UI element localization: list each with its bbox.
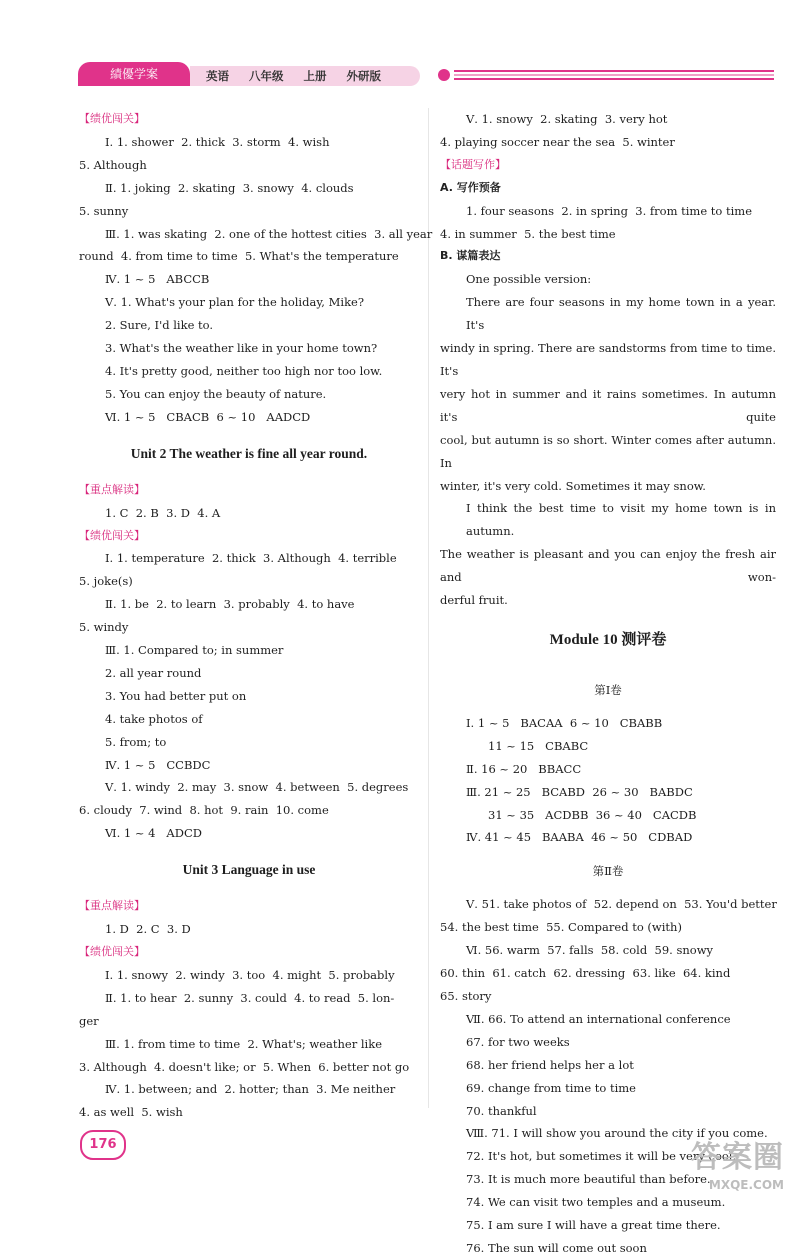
section-tag: 【重点解读】: [79, 899, 145, 913]
answer-line: 69. change from time to time: [466, 1080, 636, 1095]
answer-line: 2. Sure, I'd like to.: [105, 318, 214, 333]
answer-line: 72. It's hot, but sometimes it will be very cool.: [466, 1149, 737, 1164]
answer-line: 5. from; to: [105, 734, 167, 749]
answer-line: 5. joke(s): [79, 574, 133, 589]
answer-line: Ⅳ. 1. between; and 2. hotter; than 3. Me neither: [105, 1082, 396, 1097]
answer-line: Ⅶ. 66. To attend an international conference: [466, 1011, 731, 1026]
answer-line: 6. cloudy 7. wind 8. hot 9. rain 10. come: [79, 803, 329, 818]
answer-line: Ⅲ. 1. was skating 2. one of the hottest cities 3. all year: [105, 226, 433, 241]
answer-line: Ⅱ. 1. to hear 2. sunny 3. could 4. to read 5. lon-: [105, 990, 395, 1005]
answer-line: 5. windy: [79, 620, 129, 635]
essay-line: There are four seasons in my home town in a year. It's: [466, 295, 776, 333]
answer-line: round 4. from time to time 5. What's the temperature: [79, 249, 399, 264]
answer-line: Ⅵ. 1 ~ 4 ADCD: [105, 826, 202, 841]
answer-line: Ⅰ. 1 ~ 5 BACAA 6 ~ 10 CBABB: [466, 715, 663, 730]
series-tab: 績優学案: [78, 62, 190, 86]
edition-label: 外研版: [346, 69, 382, 83]
section-tag: 【话题写作】: [440, 157, 506, 171]
answer-line: Ⅵ. 56. warm 57. falls 58. cold 59. snowy: [466, 943, 714, 958]
answer-line: Ⅳ. 41 ~ 45 BAABA 46 ~ 50 CDBAD: [466, 830, 693, 845]
subject-label: 英语: [206, 69, 229, 83]
answer-line: 3. What's the weather like in your home town?: [105, 341, 378, 356]
section-tag: 【绩优闯关】: [79, 112, 145, 125]
volume-label: 上册: [303, 69, 327, 83]
answer-line: 68. her friend helps her a lot: [466, 1057, 634, 1072]
answer-line: 2. all year round: [105, 665, 202, 680]
answer-line: Ⅴ. 1. What's your plan for the holiday, Mike?: [105, 295, 365, 310]
answer-line: Ⅵ. 1 ~ 5 CBACB 6 ~ 10 AADCD: [105, 409, 311, 424]
essay-line: The weather is pleasant and you can enjoy the fresh air and won-: [440, 547, 776, 585]
essay-line: cool, but autumn is so short. Winter comes after autumn. In: [440, 432, 776, 470]
answer-line: Ⅷ. 71. I will show you around the city if you come.: [466, 1126, 768, 1141]
essay-line: I think the best time to visit my home town is in autumn.: [466, 501, 776, 539]
header-dot-icon: [438, 69, 450, 81]
answer-line: 73. It is much more beautiful than before.: [466, 1172, 711, 1187]
answer-line: 54. the best time 55. Compared to (with): [440, 920, 682, 935]
answer-line: 70. thankful: [466, 1103, 537, 1118]
watermark-logo: [634, 1132, 784, 1192]
essay-line: winter, it's very cold. Sometimes it may snow.: [440, 478, 706, 493]
answer-line: 4. It's pretty good, neither too high nor too low.: [105, 363, 383, 378]
answer-line: 4. playing soccer near the sea 5. winter: [440, 134, 675, 149]
answer-line: 4. take photos of: [105, 711, 203, 726]
answer-line: 3. Although 4. doesn't like; or 5. When 6. better not go: [79, 1059, 410, 1074]
answer-line: 60. thin 61. catch 62. dressing 63. like 64. kind: [440, 966, 731, 981]
answer-line: 5. Although: [79, 157, 147, 172]
answer-line: 3. You had better put on: [105, 688, 247, 703]
book-info: [190, 66, 420, 86]
answer-line: Ⅲ. 1. Compared to; in summer: [105, 643, 284, 658]
answer-line: Ⅳ. 1 ~ 5 ABCCB: [105, 272, 210, 287]
essay-intro: One possible version:: [466, 272, 592, 287]
essay-line: windy in spring. There are sandstorms from time to time. It's: [440, 341, 776, 378]
page-header: [78, 62, 778, 88]
answer-line: Ⅰ. 1. shower 2. thick 3. storm 4. wish: [105, 134, 330, 149]
answer-line: 5. sunny: [79, 203, 129, 218]
section-tag: 【绩优闯关】: [79, 528, 145, 542]
part-1-heading: 第Ⅰ卷: [594, 682, 622, 697]
answer-line: 1. C 2. B 3. D 4. A: [105, 505, 221, 520]
page-number: 176: [80, 1130, 126, 1160]
answer-line: Ⅴ. 1. snowy 2. skating 3. very hot: [466, 112, 668, 126]
right-column: [440, 108, 776, 1260]
column-divider: [428, 108, 429, 1108]
answer-line: 76. The sun will come out soon: [466, 1240, 647, 1255]
section-tag: 【重点解读】: [79, 482, 145, 496]
answer-line: Ⅰ. 1. temperature 2. thick 3. Although 4. terrible: [105, 551, 397, 566]
module-heading: Module 10 测评卷: [549, 631, 667, 648]
essay-line: derful fruit.: [440, 593, 508, 608]
answer-line: Ⅱ. 16 ~ 20 BBACC: [466, 761, 582, 776]
answer-line: 65. story: [440, 989, 492, 1003]
section-tag: 【绩优闯关】: [79, 945, 145, 958]
grade-label: 八年级: [249, 69, 284, 83]
answer-line: 11 ~ 15 CBABC: [488, 738, 589, 753]
answer-line: 31 ~ 35 ACDBB 36 ~ 40 CACDB: [488, 807, 697, 822]
left-column: [79, 108, 433, 1124]
answer-line: Ⅲ. 1. from time to time 2. What's; weather like: [105, 1036, 382, 1051]
header-rule: [454, 70, 774, 82]
answer-line: 1. four seasons 2. in spring 3. from time to time: [466, 203, 753, 218]
answer-line: Ⅱ. 1. joking 2. skating 3. snowy 4. clouds: [105, 180, 354, 195]
answer-line: 4. in summer 5. the best time: [440, 226, 616, 241]
answer-line: Ⅴ. 51. take photos of 52. depend on 53. You'd better: [466, 897, 777, 912]
answer-line: Ⅰ. 1. snowy 2. windy 3. too 4. might 5. probably: [105, 967, 395, 982]
essay-line: very hot in summer and it rains sometimes. In autumn it's quite: [440, 386, 776, 424]
subsection-heading: A. 写作预备: [440, 180, 501, 194]
answer-line: 1. D 2. C 3. D: [105, 922, 191, 937]
answer-line: 74. We can visit two temples and a museum.: [466, 1195, 726, 1210]
answer-line: 67. for two weeks: [466, 1034, 570, 1049]
answer-line: Ⅱ. 1. be 2. to learn 3. probably 4. to have: [105, 597, 355, 612]
answer-line: ger: [79, 1013, 99, 1028]
answer-line: 5. You can enjoy the beauty of nature.: [105, 386, 327, 401]
unit-2-heading: Unit 2 The weather is fine all year round.: [130, 445, 368, 461]
part-2-heading: 第Ⅱ卷: [592, 864, 624, 879]
watermark-url: MXQE.COM: [708, 1178, 784, 1192]
answer-line: Ⅳ. 1 ~ 5 CCBDC: [105, 757, 211, 772]
answer-line: Ⅲ. 21 ~ 25 BCABD 26 ~ 30 BABDC: [466, 784, 693, 799]
answer-line: 4. as well 5. wish: [79, 1105, 183, 1120]
unit-3-heading: Unit 3 Language in use: [182, 862, 316, 878]
subsection-heading: B. 谋篇表达: [440, 249, 501, 263]
watermark-mark: 答案圈: [691, 1140, 784, 1175]
answer-line: 75. I am sure I will have a great time there.: [466, 1218, 721, 1233]
answer-line: Ⅴ. 1. windy 2. may 3. snow 4. between 5. degrees: [105, 780, 409, 795]
